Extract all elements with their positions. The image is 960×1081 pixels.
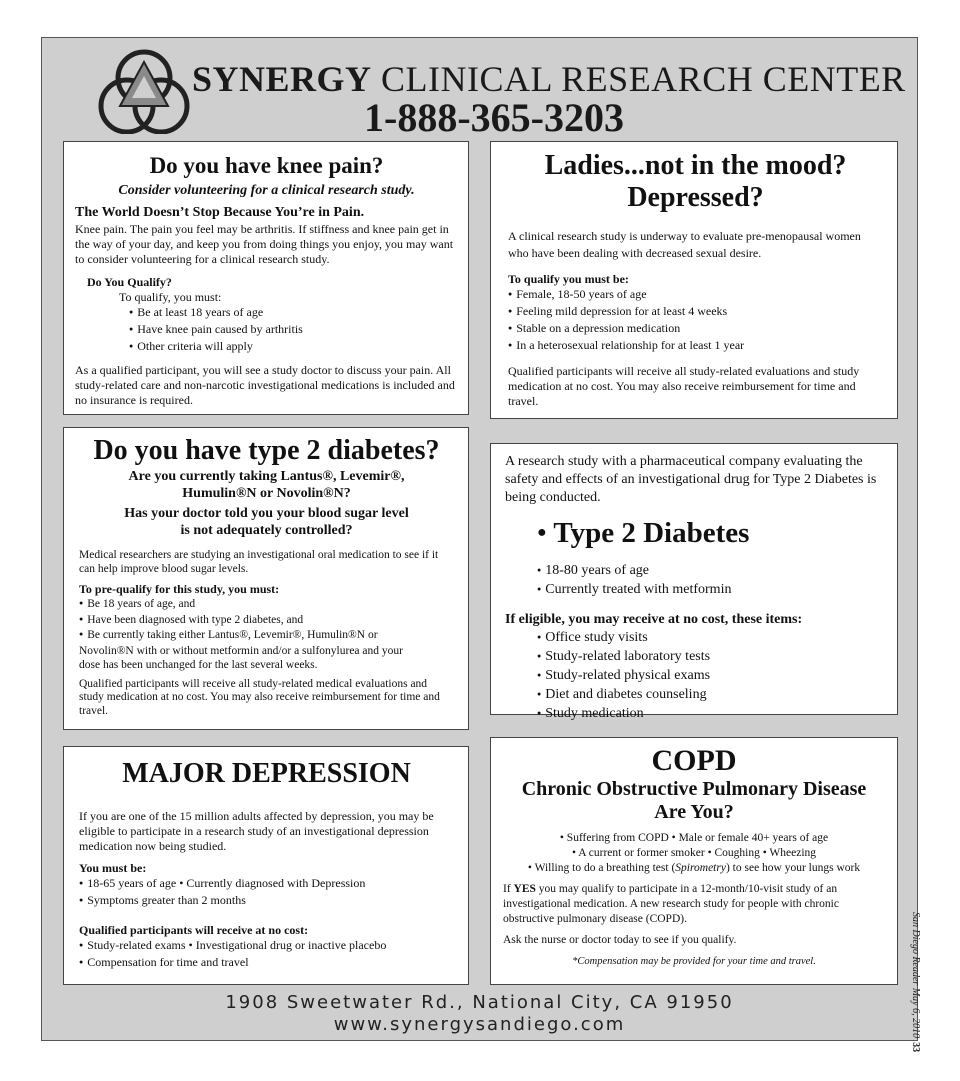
list-item: ● Currently treated with metformin (537, 581, 885, 600)
list-item: ● Be currently taking either Lantus®, Levemir®, Humulin®N or Novolin®N with or without metformin and/or a sulfonylurea and your dose has been unchanged for the last several weeks. (79, 628, 454, 673)
type2-title-text: Type 2 Diabetes (553, 517, 750, 549)
list-item: ● Be 18 years of age, and (79, 597, 454, 613)
list-item: ● Study medication (537, 705, 885, 724)
list-item: ● Female, 18-50 years of age (508, 287, 883, 304)
knee-qualify-heading: Do You Qualify? (87, 275, 172, 289)
copd-line-3 (503, 861, 885, 876)
list-item: ● 18-80 years of age (537, 562, 885, 581)
ladies-closing: Qualified participants will receive all study-related evaluations and study medication at no cost. You may also receive reimbursement for time and travel. (508, 364, 860, 408)
brand-name-rest: CLINICAL RESEARCH CENTER (381, 59, 906, 99)
copd-body-post: you may qualify to participate in a 12-month/10-visit study of an investigational medication. A new research study for people with chronic obstructive pulmonary disease (COPD). (503, 883, 839, 925)
list-item: ● In a heterosexual relationship for at least 1 year (508, 338, 883, 355)
diabetes-ad (63, 427, 469, 730)
copd-title: COPD (651, 744, 737, 777)
list-item: ● Have knee pain caused by arthritis (129, 322, 458, 339)
type2-intro: A research study with a pharmaceutical company evaluating the safety and effects of an investigational drug for Type 2 Diabetes is being conducted. (505, 454, 877, 505)
brand-name-bold: SYNERGY (192, 59, 372, 99)
type2-study-ad (490, 443, 898, 721)
list-item: ● Feeling mild depression for at least 4 weeks (508, 304, 883, 321)
list-item: ● Study-related exams • Investigational drug or inactive placebo (79, 938, 454, 955)
copd-body-yes: YES (513, 883, 536, 895)
publication-name: San Diego Reader May 6, 2010 (910, 912, 921, 1039)
copd-body (503, 882, 885, 927)
knee-title: Do you have knee pain? (149, 153, 384, 178)
copd-line-1: • Suffering from COPD • Male or female 40+ years of age (559, 832, 829, 844)
ladies-criteria-list (508, 287, 883, 355)
list-item: ● Stable on a depression medication (508, 321, 883, 338)
page-number: 33 (910, 1042, 921, 1053)
publication-line (907, 912, 921, 1053)
bullet-icon: ● (537, 524, 547, 541)
list-item: ● Study-related physical exams (537, 667, 885, 686)
depression-must-heading: You must be: (79, 861, 147, 875)
copd-footnote: *Compensation may be provided for your time and travel. (572, 956, 816, 967)
list-item: ● Diet and diabetes counseling (537, 686, 885, 705)
diabetes-closing: Qualified participants will receive all study-related medical evaluations and study medication at no cost. You may also receive reimbursement for time and travel. (79, 677, 440, 717)
major-depression-ad (63, 746, 469, 985)
diabetes-qualify-heading: To pre-qualify for this study, you must: (79, 582, 280, 596)
copd-line-2: • A current or former smoker • Coughing • Wheezing (571, 847, 817, 859)
knee-heading: The World Doesn’t Stop Because You’re in Pain. (75, 205, 365, 220)
knee-pain-ad (63, 141, 469, 415)
copd-line-3-post: ) to see how your lungs work (725, 862, 861, 874)
type2-items-list (537, 629, 885, 724)
ladies-intro: A clinical research study is underway to evaluate pre-menopausal women who have been dealing with decreased sexual desire. (508, 229, 861, 260)
ladies-ad (490, 141, 898, 419)
copd-ask: Ask the nurse or doctor today to see if you qualify. (503, 934, 737, 946)
knee-qualify-lead: To qualify, you must: (119, 290, 222, 304)
diabetes-intro: Medical researchers are studying an investigational oral medication to see if it can help improve blood sugar levels. (79, 549, 439, 575)
diabetes-question-1: Are you currently taking Lantus®, Levemir®, Humulin®N or Novolin®N? (128, 469, 405, 501)
ladies-qualify-heading: To qualify you must be: (508, 272, 629, 286)
list-item: ● Symptoms greater than 2 months (79, 893, 454, 910)
synergy-logo-icon (98, 48, 190, 134)
knee-intro: Knee pain. The pain you feel may be arthritis. If stiffness and knee pain get in the way of your day, and keep you from doing things you enjoy, you may want to consider volunteering for a clinical research study. (75, 222, 454, 266)
ladies-title: Ladies...not in the mood? Depressed? (544, 150, 847, 213)
list-item: ● Other criteria will apply (129, 339, 458, 356)
diabetes-criteria-list (79, 597, 454, 673)
copd-body-pre: If (503, 883, 514, 895)
list-item: ● Study-related laboratory tests (537, 648, 885, 667)
knee-closing: As a qualified participant, you will see a study doctor to discuss your pain. All study-related care and non-narcotic investigational medications is included and no insurance is required. (75, 363, 455, 407)
type2-title (537, 515, 885, 556)
copd-line-3-pre: • Willing to do a breathing test ( (527, 862, 676, 874)
list-item: ● Be at least 18 years of age (129, 305, 458, 322)
type2-eligible-heading: If eligible, you may receive at no cost, these items: (505, 612, 803, 627)
depression-receive-heading: Qualified participants will receive at no cost: (79, 923, 309, 937)
knee-criteria-list (129, 305, 458, 356)
type2-criteria-list (537, 562, 885, 600)
list-item: ● Office study visits (537, 629, 885, 648)
depression-must-list (79, 876, 454, 910)
list-item: ● Have been diagnosed with type 2 diabetes, and (79, 613, 454, 629)
footer-website[interactable]: www.synergysandiego.com (333, 1014, 626, 1035)
copd-subtitle: Chronic Obstructive Pulmonary Disease Are You? (521, 778, 867, 823)
depression-receive-list (79, 938, 454, 972)
depression-intro: If you are one of the 15 million adults affected by depression, you may be eligible to participate in a research study of an investigational depression medication now being studied. (79, 809, 434, 853)
phone-number[interactable]: 1-888-365-3203 (364, 95, 624, 140)
depression-title: MAJOR DEPRESSION (122, 758, 411, 789)
knee-subtitle: Consider volunteering for a clinical research study. (118, 183, 415, 198)
diabetes-title: Do you have type 2 diabetes? (93, 435, 440, 466)
copd-ad (490, 737, 898, 985)
list-item: ● Compensation for time and travel (79, 955, 454, 972)
footer-address: 1908 Sweetwater Rd., National City, CA 91950 (225, 992, 734, 1013)
list-item: ● 18-65 years of age • Currently diagnosed with Depression (79, 876, 454, 893)
copd-line-3-em: Spirometry (675, 862, 726, 874)
diabetes-question-2: Has your doctor told you your blood sugar level is not adequately controlled? (124, 506, 409, 538)
